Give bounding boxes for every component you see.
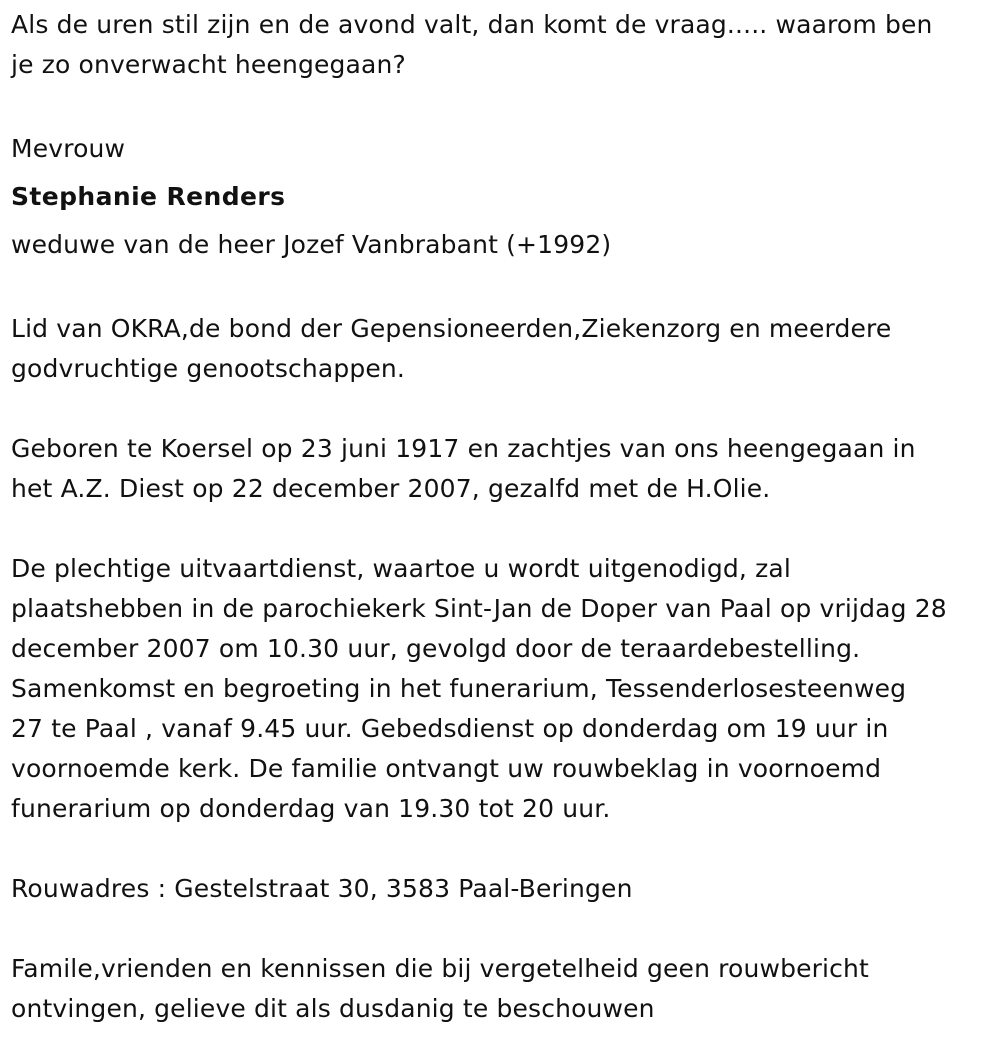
- service-line: december 2007 om 10.30 uur, gevolgd door de teraardebestelling.: [11, 634, 861, 663]
- intro-paragraph: [11, 5, 991, 85]
- paragraph-spacer: [11, 829, 991, 869]
- birth-death-line: het A.Z. Diest op 22 december 2007, gezalfd met de H.Olie.: [11, 474, 771, 503]
- closing-line: Famile,vrienden en kennissen die bij vergetelheid geen rouwbericht: [11, 954, 869, 983]
- service-paragraph: [11, 549, 991, 829]
- paragraph-spacer: [11, 85, 991, 125]
- membership-line: godvruchtige genootschappen.: [11, 354, 406, 383]
- birth-death-line: Geboren te Koersel op 23 juni 1917 en zachtjes van ons heengegaan in: [11, 434, 916, 463]
- deceased-relation: weduwe van de heer Jozef Vanbrabant (+1992): [11, 230, 612, 259]
- membership-line: Lid van OKRA,de bond der Gepensioneerden,Ziekenzorg en meerdere: [11, 314, 892, 343]
- paragraph-spacer: [11, 269, 991, 309]
- obituary-document: [11, 5, 991, 1029]
- service-line: plaatshebben in de parochiekerk Sint-Jan de Doper van Paal op vrijdag 28: [11, 594, 947, 623]
- service-line: 27 te Paal , vanaf 9.45 uur. Gebedsdienst op donderdag om 19 uur in: [11, 714, 889, 743]
- closing-paragraph: [11, 949, 991, 1029]
- paragraph-spacer: [11, 909, 991, 949]
- paragraph-spacer: [11, 389, 991, 429]
- intro-line: Als de uren stil zijn en de avond valt, dan komt de vraag..... waarom ben: [11, 10, 933, 39]
- birth-death-paragraph: [11, 429, 991, 509]
- closing-line: ontvingen, gelieve dit als dusdanig te beschouwen: [11, 994, 655, 1023]
- service-line: Samenkomst en begroeting in het funerarium, Tessenderlosesteenweg: [11, 674, 907, 703]
- paragraph-spacer: [11, 509, 991, 549]
- deceased-block: [11, 125, 991, 269]
- service-line: funerarium op donderdag van 19.30 tot 20 uur.: [11, 794, 611, 823]
- service-line: voornoemde kerk. De familie ontvangt uw rouwbeklag in voornoemd: [11, 754, 882, 783]
- intro-line: je zo onverwacht heengegaan?: [11, 50, 406, 79]
- deceased-name: Stephanie Renders: [11, 182, 286, 211]
- salutation: Mevrouw: [11, 134, 126, 163]
- address-paragraph: [11, 869, 991, 909]
- service-line: De plechtige uitvaartdienst, waartoe u wordt uitgenodigd, zal: [11, 554, 791, 583]
- mourning-address: Rouwadres : Gestelstraat 30, 3583 Paal-Beringen: [11, 874, 633, 903]
- membership-paragraph: [11, 309, 991, 389]
